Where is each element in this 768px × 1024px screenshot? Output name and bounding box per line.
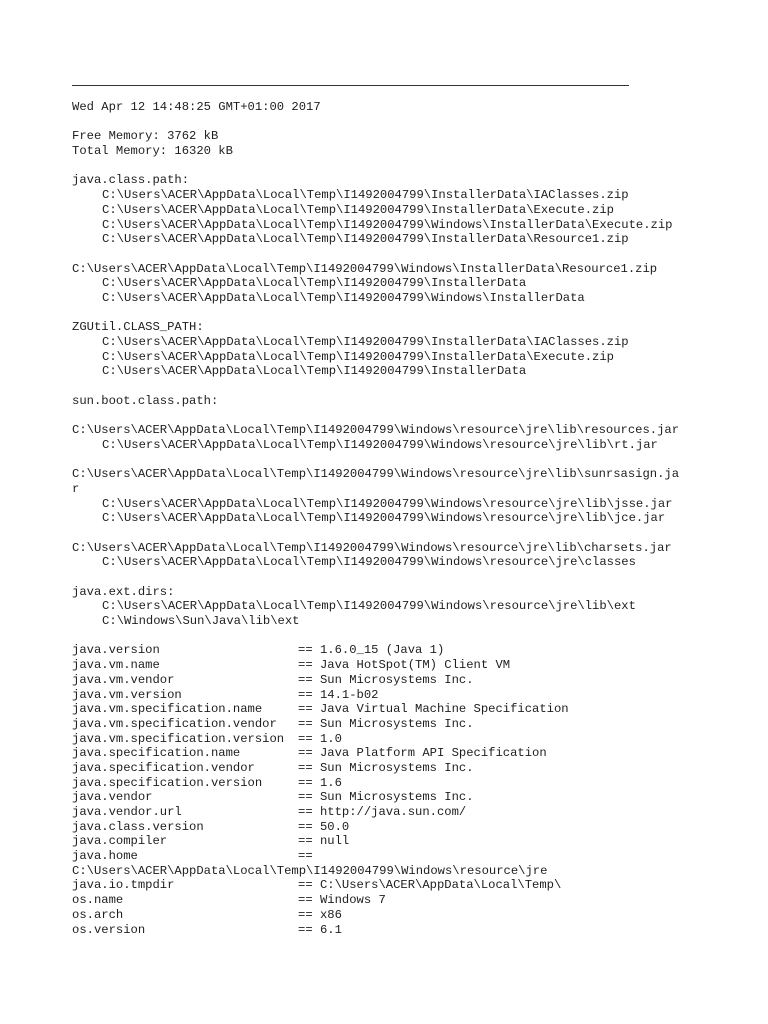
property-value: == 14.1-b02 bbox=[298, 687, 379, 702]
property-key: os.name bbox=[72, 893, 124, 908]
property-row bbox=[72, 643, 752, 658]
property-row bbox=[72, 849, 752, 864]
property-key: java.vm.name bbox=[72, 658, 160, 673]
property-value: == Sun Microsystems Inc. bbox=[298, 672, 474, 687]
property-row bbox=[72, 688, 752, 703]
property-list bbox=[72, 643, 752, 863]
boot-class-path-entry: C:\Users\ACER\AppData\Local\Temp\I1492004799\Windows\resource\jre\lib\resources.jar bbox=[72, 423, 680, 438]
property-row bbox=[72, 893, 752, 908]
property-row bbox=[72, 658, 752, 673]
zg-class-path-header: ZGUtil.CLASS_PATH: bbox=[72, 320, 204, 335]
property-value: == http://java.sun.com/ bbox=[298, 805, 467, 819]
property-value: == C:\Users\ACER\AppData\Local\Temp\ bbox=[298, 878, 562, 893]
property-row bbox=[72, 923, 752, 938]
property-row bbox=[72, 746, 752, 761]
property-value: == x86 bbox=[298, 907, 342, 922]
class-path-entry: C:\Users\ACER\AppData\Local\Temp\I1492004799\InstallerData\Execute.zip bbox=[102, 202, 614, 217]
property-value: == Windows 7 bbox=[298, 893, 386, 908]
property-list bbox=[72, 878, 752, 937]
horizontal-rule bbox=[72, 85, 629, 86]
property-row bbox=[72, 820, 752, 835]
property-value: == 1.0 bbox=[298, 731, 342, 746]
property-row bbox=[72, 776, 752, 791]
class-path-entry: C:\Users\ACER\AppData\Local\Temp\I1492004799\InstallerData\Resource1.zip bbox=[102, 232, 629, 247]
property-key: java.vm.specification.name bbox=[72, 702, 263, 717]
property-key: java.vendor.url bbox=[72, 805, 182, 819]
property-key: java.version bbox=[72, 643, 160, 658]
property-row bbox=[72, 732, 752, 747]
property-value: == Java HotSpot(TM) Client VM bbox=[298, 658, 511, 673]
property-key: os.arch bbox=[72, 907, 124, 922]
boot-class-path-entry: C:\Users\ACER\AppData\Local\Temp\I1492004799\Windows\resource\jre\lib\jsse.jar bbox=[102, 496, 673, 511]
boot-class-path-entry: C:\Users\ACER\AppData\Local\Temp\I1492004799\Windows\resource\jre\lib\jce.jar bbox=[102, 511, 666, 526]
property-value: == null bbox=[298, 834, 350, 849]
ext-dirs-entry: C:\Users\ACER\AppData\Local\Temp\I1492004799\Windows\resource\jre\lib\ext bbox=[102, 599, 636, 614]
property-value: == 1.6 bbox=[298, 775, 342, 790]
property-key: java.class.version bbox=[72, 819, 204, 834]
property-row bbox=[72, 761, 752, 776]
timestamp: Wed Apr 12 14:48:25 GMT+01:00 2017 bbox=[72, 100, 321, 114]
property-value: == 6.1 bbox=[298, 922, 342, 937]
property-value: == Sun Microsystems Inc. bbox=[298, 716, 474, 731]
property-key: java.specification.version bbox=[72, 775, 263, 790]
property-row bbox=[72, 702, 752, 717]
boot-class-path-entry: C:\Users\ACER\AppData\Local\Temp\I1492004799\Windows\resource\jre\classes bbox=[102, 555, 636, 570]
property-value: == Java Platform API Specification bbox=[298, 746, 547, 761]
ext-dirs-header: java.ext.dirs: bbox=[72, 584, 175, 599]
property-value: == 1.6.0_15 (Java 1) bbox=[298, 643, 445, 658]
class-path-entry: C:\Users\ACER\AppData\Local\Temp\I1492004799\InstallerData bbox=[102, 276, 527, 291]
class-path-entry: C:\Users\ACER\AppData\Local\Temp\I1492004799\Windows\InstallerData\Resource1.zip bbox=[72, 261, 658, 276]
property-key: java.home bbox=[72, 849, 138, 864]
free-memory: Free Memory: 3762 kB bbox=[72, 129, 219, 144]
property-row bbox=[72, 790, 752, 805]
log-document bbox=[72, 100, 752, 937]
property-row bbox=[72, 673, 752, 688]
property-key: java.vm.specification.version bbox=[72, 731, 285, 746]
boot-class-path-entry: C:\Users\ACER\AppData\Local\Temp\I1492004799\Windows\resource\jre\lib\charsets.jar bbox=[72, 540, 672, 555]
boot-class-path-header: sun.boot.class.path: bbox=[72, 393, 219, 408]
property-row bbox=[72, 878, 752, 893]
zg-class-path-entry: C:\Users\ACER\AppData\Local\Temp\I1492004799\InstallerData\IAClasses.zip bbox=[102, 335, 629, 349]
zg-class-path-entry: C:\Users\ACER\AppData\Local\Temp\I1492004799\InstallerData\Execute.zip bbox=[102, 349, 614, 364]
property-value: == Java Virtual Machine Specification bbox=[298, 702, 569, 717]
property-key: java.vm.version bbox=[72, 687, 182, 702]
property-row bbox=[72, 834, 752, 849]
property-key: java.vm.vendor bbox=[72, 672, 175, 687]
property-value: == bbox=[298, 849, 313, 864]
property-row bbox=[72, 805, 752, 820]
ext-dirs-entry: C:\Windows\Sun\Java\lib\ext bbox=[102, 614, 300, 629]
class-path-entry: C:\Users\ACER\AppData\Local\Temp\I1492004799\Windows\InstallerData bbox=[102, 290, 585, 305]
total-memory: Total Memory: 16320 kB bbox=[72, 144, 233, 159]
property-key: java.compiler bbox=[72, 834, 168, 849]
class-path-entry: C:\Users\ACER\AppData\Local\Temp\I1492004799\Windows\InstallerData\Execute.zip bbox=[102, 217, 673, 232]
boot-class-path-wrap: r bbox=[72, 481, 80, 496]
class-path-entry: C:\Users\ACER\AppData\Local\Temp\I1492004799\InstallerData\IAClasses.zip bbox=[102, 188, 629, 203]
property-key: java.io.tmpdir bbox=[72, 878, 175, 893]
property-key: java.specification.vendor bbox=[72, 760, 255, 775]
property-row bbox=[72, 717, 752, 732]
property-value: == Sun Microsystems Inc. bbox=[298, 760, 474, 775]
property-key: java.vm.specification.vendor bbox=[72, 716, 277, 731]
boot-class-path-entry: C:\Users\ACER\AppData\Local\Temp\I1492004799\Windows\resource\jre\lib\rt.jar bbox=[102, 437, 658, 452]
property-key: java.vendor bbox=[72, 790, 153, 805]
boot-class-path-entry: C:\Users\ACER\AppData\Local\Temp\I1492004799\Windows\resource\jre\lib\sunrsasign.ja bbox=[72, 467, 680, 482]
property-value: == Sun Microsystems Inc. bbox=[298, 790, 474, 805]
property-row bbox=[72, 908, 752, 923]
class-path-header: java.class.path: bbox=[72, 173, 190, 188]
property-key: os.version bbox=[72, 922, 146, 937]
property-key: java.specification.name bbox=[72, 746, 241, 761]
java-home-value: C:\Users\ACER\AppData\Local\Temp\I1492004799\Windows\resource\jre bbox=[72, 863, 548, 878]
zg-class-path-entry: C:\Users\ACER\AppData\Local\Temp\I1492004799\InstallerData bbox=[102, 364, 527, 379]
property-value: == 50.0 bbox=[298, 819, 350, 834]
